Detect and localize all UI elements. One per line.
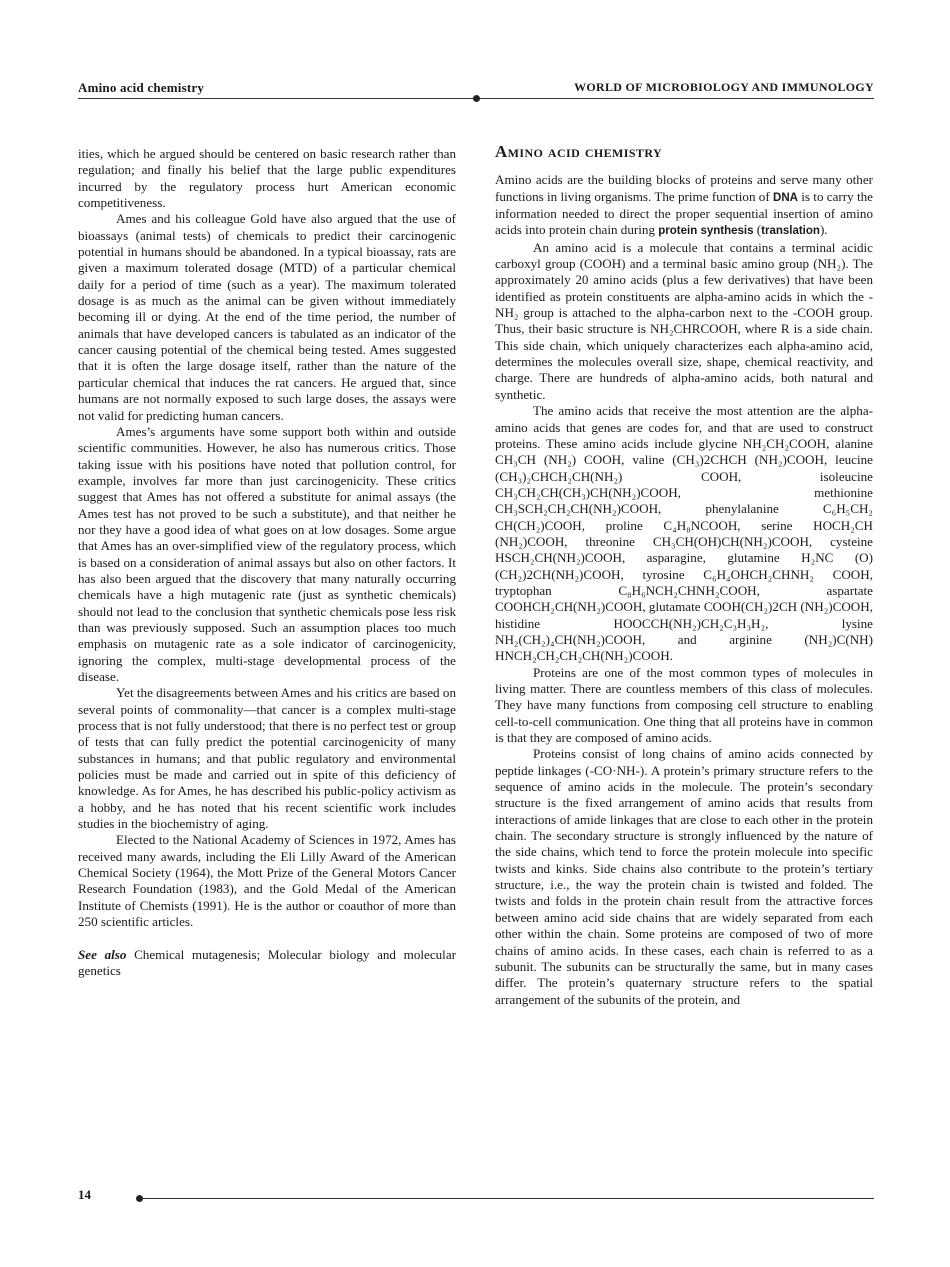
section-title: Amino acid chemistry [495,142,663,161]
cross-reference-translation: translation [761,225,820,238]
paragraph: Ames and his colleague Gold have also argued that the use of bioassays (animal tests) of chemicals to predict their carcinogenic potential in humans should be abandoned. In a typical bioassay, rats are given a maximum tolerated dosage (MTD) of a particular chemical daily for a period of time (such as a year). The maximum tolerated dosage is as much as the animal can be given without immediately becoming ill or dying. At the end of the time period, the number of animals that have developed cancers is tabulated as an indicator of the cancer causing potential of the chemical being tested. Ames suggested that it is often the large dosage itself, rather than the nature of the particular chemical that induces the rat cancers. He argued that, since humans are not normally exposed to such large doses, the assays were not valid for predicting human cancers. [78,211,456,423]
footer-rule-dot [136,1195,143,1202]
header-rule-dot [473,95,480,102]
running-header-title: Amino acid chemistry [78,80,205,95]
paragraph: An amino acid is a molecule that contains a terminal acidic carboxyl group (COOH) and a terminal basic amino group (NH₂). The approximately 20 amino acids (plus a few derivatives) that have been identified as protein constituents are alpha-amino acids in which the -NH₂ group is attached to the alpha-carbon next to the -COOH group. Thus, their basic structure is NH₂CHRCOOH, where R is a side chain. This side chain, which uniquely characterizes each alpha-amino acid, determines the molecules overall size, shape, chemical reactivity, and charge. There are hundreds of alpha-amino acids, both natural and synthetic. [495,239,873,402]
see-also-line [78,947,456,980]
text-run: ). [819,222,828,238]
footer-rule [140,1198,874,1199]
see-also-links: Chemical mutagenesis; Molecular biology and molecular genetics [78,946,456,978]
paragraph: Ames’s arguments have some support both within and outside scientific communities. However, he also has numerous critics. Those taking issue with his positions have noted that pollution control, for example, involves far more than just carcinogenicity. These critics suggest that Ames has not offered a substitute for animal assays (the Ames test has not proved to be such a substitute), and that neither he nor they have a good idea of what goes on at low dosages. Some argue that Ames has an over-simplified view of the regulatory process, which is based on a consideration of animal assays but also on other factors. It has also been argued that the discovery that many naturally occurring chemicals have a high mutagenic rate (just as synthetic chemicals) should not lead to the conclusion that synthetic chemicals pose less risk than was previously supposed. Such an assumption places too much emphasis on mutagenic rate as a sole indicator of carcinogenicity, ignoring the complex, multi-stage developmental process of the disease. [78,423,456,684]
paragraph: The amino acids that receive the most attention are the alpha-amino acids that genes are codes for, and that are used to construct proteins. These amino acids include glycine NH₂CH₂COOH, alanine CH₃CH (NH₂) COOH, valine (CH₃)2CHCH (NH₂)COOH, leucine (CH₃)₂CHCH₂CH(NH₂) COOH, isoleucine CH₃CH₂CH(CH₃)CH(NH₂)COOH, methionine CH₃SCH₂CH₂CH(NH₂)COOH, phenylalanine C₆H₅CH₂ CH(CH₂)COOH, proline C₄H₈NCOOH, serine HOCH₂CH (NH₂)COOH, threonine CH₃CH(OH)CH(NH₂)COOH, cysteine HSCH₂CH(NH₂)COOH, asparagine, glutamine H₂NC (O)(CH₂)2CH(NH₂)COOH, tyrosine C₆H₄OHCH₂CHNH₂ COOH, tryptophan C₈H₆NCH₂CHNH₂COOH, aspartate COOHCH₂CH(NH₂)COOH, glutamate COOH(CH₂)2CH (NH₂)COOH, histidine HOOCCH(NH₂)CH₂C₃H₃H₂, lysine NH₂(CH₂)₄CH(NH₂)COOH, and arginine (NH₂)C(NH) HNCH₂CH₂CH₂CH(NH₂)COOH. [495,403,873,664]
running-header-book-title: WORLD OF MICROBIOLOGY AND IMMUNOLOGY [574,80,874,94]
text-run: ( [753,222,762,238]
paragraph: Proteins are one of the most common types of molecules in living matter. There are countless members of this class of molecules. They have many functions from composing cell structure to enabling cell-to-cell communication. One thing that all proteins have in common is that they are composed of amino acids. [495,664,873,746]
paragraph: Yet the disagreements between Ames and his critics are based on several points of commonality—that cancer is a complex multi-stage process that is not fully understood; that there is no perfect test or group of tests that can fully predict the potential carcinogenicity of many substances in humans; and that public regulatory and environmental policies must be made and carried out in spite of this deficiency of knowledge. As for Ames, he has described his public-policy activism as a hobby, and he has noted that his recent scientific work includes studies in the biochemistry of aging. [78,685,456,832]
text-run: is to carry the information needed to direct the proper sequential insertion of amino acids into protein chain during [495,188,873,238]
see-also-label: See also [78,946,127,962]
text-run: Amino acids are the building blocks of proteins and serve many other functions in living organisms. The prime function of [495,172,873,204]
cross-reference-dna: DNA [773,191,798,204]
paragraph [495,172,873,239]
left-column [78,146,456,979]
paragraph: ities, which he argued should be centered on basic research rather than regulation; and finally his belief that the large public expenditures incurred by the regulatory process hurt American economic competitiveness. [78,146,456,211]
paragraph: Elected to the National Academy of Sciences in 1972, Ames has received many awards, including the Eli Lilly Award of the American Chemical Society (1964), the Mott Prize of the General Motors Cancer Research Foundation (1983), and the Gold Medal of the American Institute of Chemists (1991). He is the author or coauthor of more than 250 scientific articles. [78,832,456,930]
paragraph: Proteins consist of long chains of amino acids connected by peptide linkages (-CO·NH-). A protein’s primary structure refers to the sequence of amino acids in the molecule. The protein’s secondary structure is the fixed arrangement of amino acids that results from interactions of amide linkages that are close to each other in the protein chain. The secondary structure is strongly influenced by the nature of the side chains, which tend to force the protein molecule into specific twists and kinks. Side chains also contribute to the protein’s tertiary structure, i.e., the way the protein chain is twisted and folded. The twists and folds in the protein chain result from the attractive forces between amino acid side chains that are widely separated from each other within the chain. Some proteins are composed of two of more chains of amino acids. In these cases, each chain is referred to as a subunit. The subunits can be structurally the same, but in many cases differ. The protein’s quaternary structure refers to the spatial arrangement of the subunits of the protein, and [495,746,873,1007]
right-column [495,142,873,1008]
cross-reference-protein-synthesis: protein synthesis [658,225,754,238]
page-number: 14 [78,1187,91,1202]
